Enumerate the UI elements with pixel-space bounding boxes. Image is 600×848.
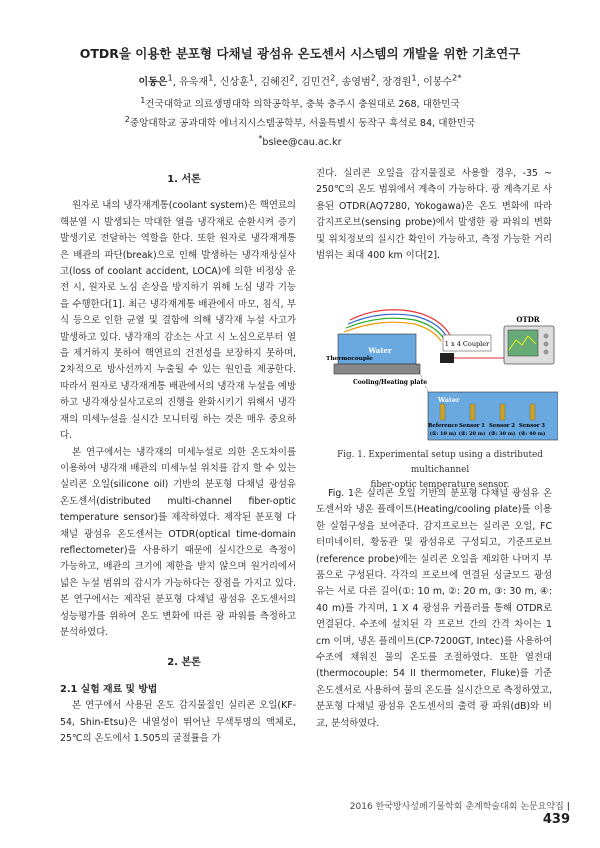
section-heading-body: 2. 본론 — [167, 657, 201, 669]
author: 장경원$^1$ — [382, 73, 417, 89]
author: 신상훈$^1$ — [219, 73, 255, 89]
paragraph: 원자로 내의 냉각재계통(coolant system)은 핵연료의 핵분열 시 발생되는 막대한 열을 냉각재로 순환시켜 증기발생기로 전달하는 역할을 한다. 또한 원자로 냉각재계통은 배관의 파단(break)으로 인해 발생하는 냉각재상실사고(loss of coolant accident, LOCA)에 의한 비정상 운전 시, 원자로 노심 손상을 방지하기 위해 노심 냉각 기능을 수행한다[1]. 최근 냉각재계통 배관에서 마모, 침식, 부식 등으로 인한 균열 및 결함에 의해 냉각재 누설 사고가 발생하고 있다. 냉각재의 감소는 사고 시 노심으로부터 열을 제거하지 못하여 핵연료의 건전성을 보장하지 못하며, 2차적으로 방사선까지 누출될 수 있는 원인을 제공한다. 따라서 원자로 냉각재계통 배관에서의 냉각재 누설을 예방하고 냉각재상실사고로의 진행을 완화시키기 위해서 냉각재의 미세누설을 실시간 모니터링 하는 것은 매우 중요하다. — [60, 200, 296, 442]
footer-text: 2016 한국방사성폐기물학회 춘계학술대회 논문요약집 — [349, 802, 564, 812]
otdr-label: OTDR — [516, 315, 540, 324]
subsection-heading: 2.1 실험 재료 및 방법 — [60, 683, 158, 695]
sensor-3-label: Sensor 3 — [519, 423, 545, 429]
experimental-setup-figure — [320, 300, 558, 442]
author: 김민건$^2$ — [301, 73, 336, 89]
left-column — [60, 172, 296, 747]
paragraph: 본 연구에서는 냉각재의 미세누설로 의한 온도차이를 이용하여 냉각재 배관의 미세누설 위치를 감지 할 수 있는 실리콘 오일(silicone oil) 기반의 분포형 다채널 광섬유 온도센서(distributed multi-channel fiber-optic temperature sensor)를 제작하였다. 제작된 분포형 다채널 광섬유 온도센서는 OTDR(optical time-domain reflectometer)을 사용하기 때문에 실시간으로 측정이 가능하고, 배관의 크기에 제한을 받지 않으며 원거리에서 넓은 누설 범위의 감시가 가능하다는 장점을 가지고 있다. 본 연구에서는 제작된 분포형 다채널 광섬유 온도센서의 성능평가를 위하여 온도 변화에 따른 광 파워를 측정하고 분석하였다. — [60, 446, 296, 638]
thermocouple-label: Thermocouple — [326, 356, 373, 362]
water-label: Water — [368, 346, 392, 355]
paper-title: OTDR을 이용한 분포형 다채널 광섬유 온도센서 시스템의 개발을 위한 기초연구 — [79, 46, 521, 61]
page-number: 439 — [542, 812, 570, 827]
right-column-top — [316, 166, 552, 264]
channel-3-length: (③: 30 m) — [488, 431, 516, 437]
author: 김혜진$^2$ — [260, 73, 295, 89]
author: 이봉수$^{2*}$ — [423, 73, 462, 89]
sensor-2-label: Sensor 2 — [489, 423, 515, 429]
channel-1-length: (①: 10 m) — [429, 431, 457, 437]
plate-label: Cooling/Heating plate — [352, 379, 428, 386]
figure-caption: Fig. 1. Experimental setup using a distributed multichannel fiber-optic temperature sensor. — [337, 450, 543, 490]
sensor-1-label: Sensor 1 — [459, 423, 485, 429]
channel-2-length: (②: 20 m) — [458, 431, 486, 437]
inset-water-label: Water — [438, 396, 460, 404]
author-list: 이동은$^1$, 유욱재$^1$, 신상훈$^1$, 김혜진$^2$, 김민건$^2$, 송영범$^2$, 장경원$^1$, 이봉수$^{2*}$ — [138, 73, 462, 89]
right-column-bottom — [316, 486, 552, 732]
page-footer: 2016 한국방사성폐기물학회 춘계학술대회 논문요약집 | 439 — [349, 802, 570, 827]
cooling-plate — [334, 364, 420, 374]
affiliation-2: $^2$중앙대학교 공과대학 에너지시스템공학부, 서울특별시 동작구 흑석로 84, 대한민국 — [124, 115, 476, 130]
author: 유욱재$^1$ — [179, 73, 214, 89]
corresponding-email: *bslee@cau.ac.kr — [258, 134, 342, 149]
author: 이동은$^1$ — [138, 73, 173, 89]
coupler-label: 1 x 4 Coupler — [444, 340, 490, 348]
paragraph: 본 연구에서 사용된 온도 감지물질인 실리콘 오일(KF-54, Shin-Etsu)은 내열성이 뛰어난 무색투명의 액체로, 25℃의 온도에서 1.505의 굴절률을 가 — [60, 700, 296, 744]
affiliation-1: $^1$건국대학교 의료생명대학 의학공학부, 충북 충주시 충원대로 268, 대한민국 — [140, 96, 460, 111]
paragraph: 진다. 실리콘 오일을 감지물질로 사용할 경우, -35 ~ 250℃의 온도 범위에서 계측이 가능하다. 광 계측기로 사용된 OTDR(AQ7280, Yokogawa)은 온도 변화에 따라 감지프로브(sensing probe)에서 발생한 광 파워의 변화 및 위치정보의 실시간 확인이 가능하고, 측정 가능한 거리 범위는 최대 400 km 이다[2]. — [316, 168, 552, 262]
setup-diagram — [320, 300, 558, 442]
channel-4-length: (④: 40 m) — [518, 431, 546, 437]
paragraph: Fig. 1은 실리콘 오일 기반의 분포형 다채널 광섬유 온도센서와 냉온 플레이트(Heating/cooling plate)를 이용한 실험구성을 보여준다. 감지프로브는 실리콘 오일, FC 터미네이터, 황동관 및 광섬유로 구성되고, 기준프로브(reference probe)에는 실리콘 오일을 제외한 나머지 부품으로 구성된다. 각각의 프로브에 연결된 싱글모드 광섬유는 서로 다른 길이(①: 10 m, ②: 20 m, ③: 30 m, ④: 40 m)를 가지며, 1 X 4 광섬유 커플러를 통해 OTDR로 연결된다. 수조에 설치된 각 프로브 간의 간격 차이는 1 cm 이며, 냉온 플레이트(CP-7200GT, Intec)를 사용하여 수조에 채워진 물의 온도를 조절하였다. 또한 열전대(thermocouple: 54 II thermometer, Fluke)를 기준 온도센서로 사용하여 물의 온도를 실시간으로 측정하였고, 분포형 다채널 광섬유 온도센서의 출력 광 파워(dB)와 비교, 분석하였다. — [316, 488, 552, 729]
section-heading-intro: 1. 서론 — [167, 174, 201, 185]
reference-probe-label: Reference — [427, 423, 459, 429]
author: 송영범$^2$ — [341, 73, 377, 89]
